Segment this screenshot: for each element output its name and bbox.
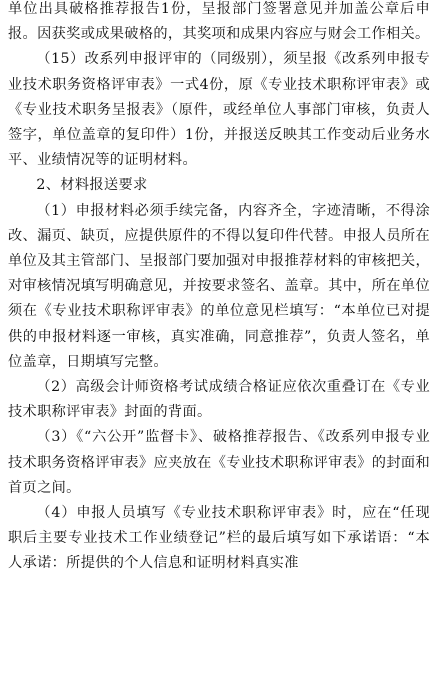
paragraph-breakthrough-report: 单位出具破格推荐报告1份，呈报部门签署意见并加盖公章后申报。因获奖或成果破格的，其奖项和成果内容应与财会工作相关。 [8, 1, 430, 43]
paragraph-requirement-3: （3）《“六公开”监督卡》、破格推荐报告、《改系列申报专业技术职务资格评审表》应夹放在《专业技术职称评审表》的封面和首页之间。 [8, 429, 430, 496]
paragraph-requirement-2: （2）高级会计师资格考试成绩合格证应依次重叠订在《专业技术职称评审表》封面的背面。 [8, 379, 430, 421]
section-heading-submission-requirements: 2、材料报送要求 [36, 177, 148, 194]
paragraph-requirement-1: （1）申报材料必须手续完备，内容齐全，字迹清晰，不得涂改、漏页、缺页，应提供原件的不得以复印件代替。申报人员所在单位及其主管部门、呈报部门要加强对申报推荐材料的审核把关，对审核情况填写明确意见，并按要求签名、盖章。其中，所在单位须在《专业技术职称评审表》的单位意见栏填写：“本单位已对提供的申报材料逐一审核，真实准确，同意推荐”，负责人签名，单位盖章，日期填写完整。 [8, 202, 430, 370]
paragraph-requirement-4: （4）申报人员填写《专业技术职称评审表》时，应在“任现职后主要专业技术工作业绩登记”栏的最后填写如下承诺语：“本人承诺：所提供的个人信息和证明材料真实准 [8, 505, 430, 572]
paragraph-item-15: （15）改系列申报评审的（同级别），须呈报《改系列申报专业技术职务资格评审表》一式4份，原《专业技术职称评审表》或《专业技术职务呈报表》（原件，或经单位人事部门审核，负责人签字，单位盖章的复印件）1份，并报送反映其工作变动后业务水平、业绩情况等的证明材料。 [8, 51, 430, 169]
